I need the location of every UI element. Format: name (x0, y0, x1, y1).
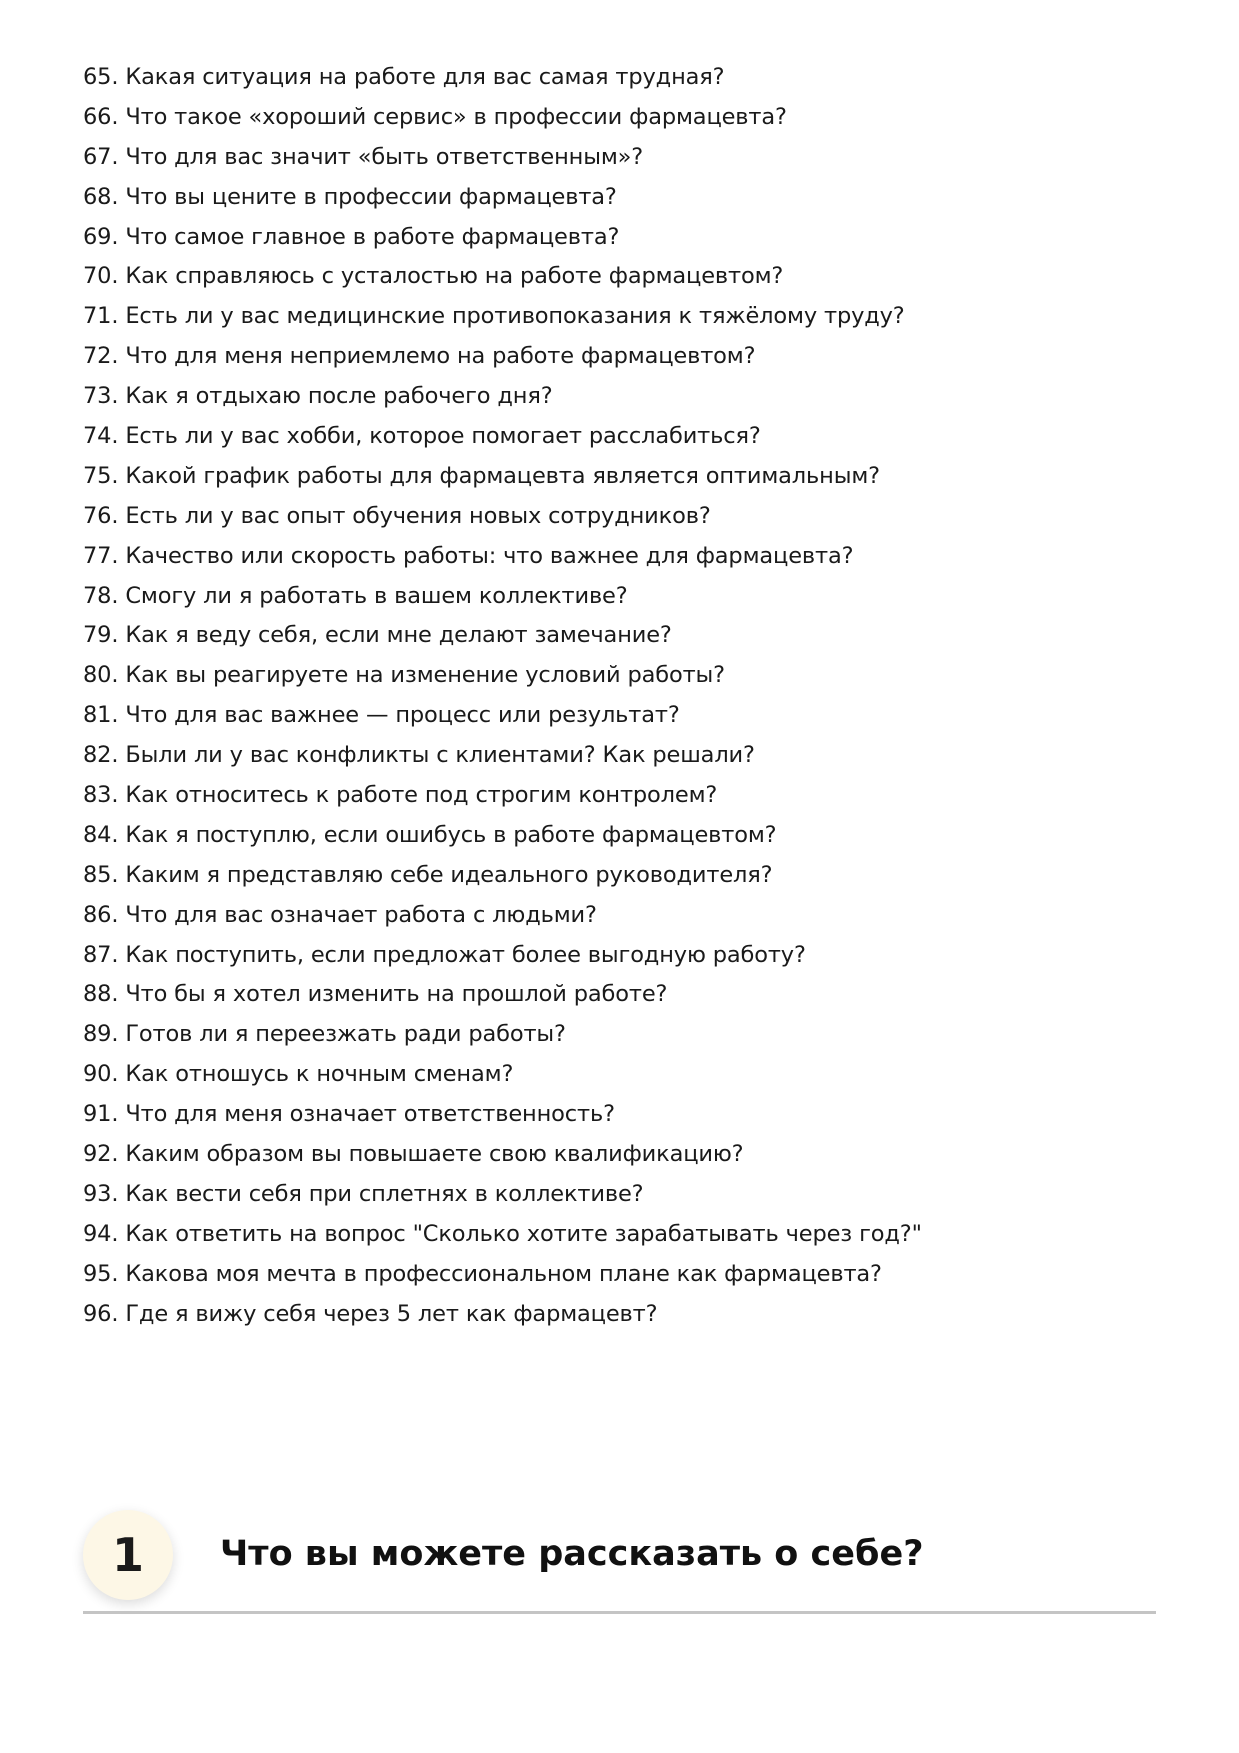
question-item: 94. Как ответить на вопрос "Сколько хотите зарабатывать через год?" (83, 1220, 922, 1247)
question-item: 84. Как я поступлю, если ошибусь в работе фармацевтом? (83, 821, 777, 848)
question-item: 77. Качество или скорость работы: что важнее для фармацевта? (83, 542, 854, 569)
question-item: 87. Как поступить, если предложат более выгодную работу? (83, 941, 806, 968)
question-item: 73. Как я отдыхаю после рабочего дня? (83, 383, 553, 410)
question-item: 65. Какая ситуация на работе для вас самая трудная? (83, 64, 725, 90)
question-item: 81. Что для вас важнее — процесс или результат? (83, 702, 680, 729)
question-item: 71. Есть ли у вас медицинские противопоказания к тяжёлому труду? (83, 303, 905, 330)
question-list (83, 58, 922, 1335)
question-item: 76. Есть ли у вас опыт обучения новых сотрудников? (83, 502, 711, 529)
question-item: 69. Что самое главное в работе фармацевта? (83, 223, 620, 250)
section-title: Что вы можете рассказать о себе? (220, 1534, 924, 1574)
question-item: 89. Готов ли я переезжать ради работы? (83, 1021, 566, 1048)
question-item: 96. Где я вижу себя через 5 лет как фармацевт? (83, 1300, 658, 1327)
section-number-badge: 1 (83, 1510, 173, 1600)
question-item: 93. Как вести себя при сплетнях в коллективе? (83, 1180, 644, 1207)
question-item: 70. Как справляюсь с усталостью на работе фармацевтом? (83, 263, 784, 290)
question-item: 75. Какой график работы для фармацевта является оптимальным? (83, 462, 880, 489)
question-item: 86. Что для вас означает работа с людьми? (83, 901, 597, 928)
question-item: 74. Есть ли у вас хобби, которое помогает расслабиться? (83, 423, 761, 450)
question-item: 79. Как я веду себя, если мне делают замечание? (83, 622, 672, 649)
section-divider (83, 1611, 1156, 1614)
question-item: 66. Что такое «хороший сервис» в профессии фармацевта? (83, 103, 787, 130)
question-item: 91. Что для меня означает ответственность? (83, 1101, 615, 1128)
question-item: 95. Какова моя мечта в профессиональном плане как фармацевта? (83, 1260, 882, 1287)
section-header (83, 1508, 1156, 1616)
question-item: 88. Что бы я хотел изменить на прошлой работе? (83, 981, 668, 1008)
question-item: 85. Каким я представляю себе идеального руководителя? (83, 861, 773, 888)
question-item: 72. Что для меня неприемлемо на работе фармацевтом? (83, 343, 756, 370)
question-item: 68. Что вы цените в профессии фармацевта? (83, 183, 617, 210)
question-item: 92. Каким образом вы повышаете свою квалификацию? (83, 1141, 744, 1168)
question-item: 67. Что для вас значит «быть ответственным»? (83, 143, 644, 170)
question-item: 90. Как отношусь к ночным сменам? (83, 1061, 514, 1088)
question-item: 80. Как вы реагируете на изменение условий работы? (83, 662, 725, 689)
question-item: 83. Как относитесь к работе под строгим контролем? (83, 782, 718, 809)
question-item: 78. Смогу ли я работать в вашем коллективе? (83, 582, 628, 609)
question-item: 82. Были ли у вас конфликты с клиентами? Как решали? (83, 742, 755, 769)
